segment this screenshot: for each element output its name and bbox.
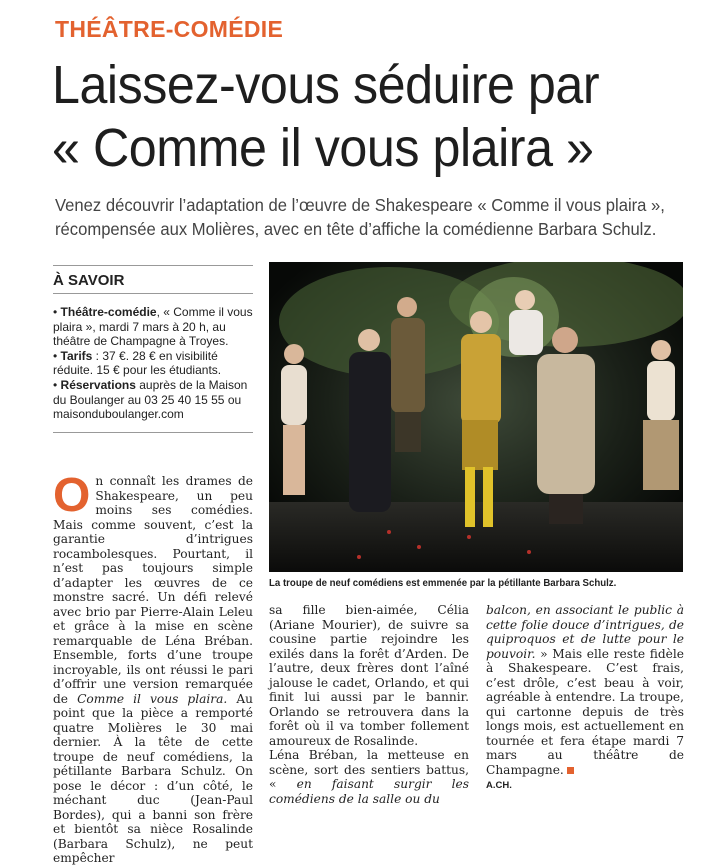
article-text: n connaît les drames de Shakespeare, un peu moins ses comédies. Mais comme souvent, c’est la garantie d’intrigues rocambolesques. Pourtant, il n’est pas toujours simple d’adapter les œuvres de ce monstre sacré. Un défi relevé avec brio par Pierre-Alain Leleu et grâce à la mise en scène remarquable de Léna Bréban. Ensemble, forts d’une troupe incroyable, ils ont réussi le pari d’offrir une version remarquée de — [53, 474, 253, 706]
end-mark-icon — [567, 767, 574, 774]
article-paragraph: Léna Bréban, la metteuse en scène, sort des sentiers battus, « en faisant surgir les comédiens de la salle ou du — [269, 748, 470, 806]
article-paragraph: sa fille bien-aimée, Célia (Ariane Mourier), de suivre sa cousine partie rejoindre les exilés dans la forêt d’Arden. De l’autre, deux frères dont l’aîné jalouse le cadet, Orlando, et qui finit lui aussi par le bannir. Orlando se retrouvera dans la forêt où il va tomber follement amoureux de Rosalinde. — [269, 603, 469, 748]
standfirst — [55, 193, 701, 241]
headline — [52, 54, 666, 180]
author-signature: A.CH. — [486, 780, 512, 791]
savoir-item-label: Tarifs — [60, 348, 93, 363]
savoir-item-text: auprès de la Maison du Boulanger au 03 25 40 15 55 ou maisonduboulanger.com — [53, 377, 248, 422]
article-italic-title: Comme il vous plaira. — [77, 691, 228, 706]
article-text: Au point que la pièce a remporté quatre Molières le 30 mai dernier. À la tête de cette troupe de neuf comédiens, la pétillante Barbara Schulz. On pose le décor : d’un côté, le méchant duc (Jean-Paul Bordes), qui a banni son frère et bientôt sa nièce Rosalinde (Barbara Schulz), ne peut empêcher — [53, 691, 253, 865]
savoir-item: • Théâtre-comédie, « Comme il vous plaira », mardi 7 mars à 20 h, au théâtre de Champagne à Troyes. — [53, 305, 253, 349]
stage-photo — [269, 262, 683, 572]
savoir-title: À SAVOIR — [53, 272, 125, 289]
headline-line-1: Laissez-vous séduire par — [52, 55, 600, 115]
article-quote: en faisant surgir les comédiens de la salle ou du — [269, 777, 470, 806]
standfirst-line-2: récompensée aux Molières, avec en tête d’affiche la comédienne Barbara Schulz. — [55, 219, 657, 239]
savoir-item-text: , « Comme il vous plaira », mardi 7 mars à 20 h, au théâtre de Champagne à Troyes. — [53, 305, 253, 349]
savoir-item: • Réservations auprès de la Maison du Boulanger au 03 25 40 15 55 ou maisonduboulanger.com — [53, 377, 248, 422]
drop-cap: O — [53, 469, 91, 522]
headline-line-2: « Comme il vous plaira » — [52, 118, 594, 178]
stage-photo-illustration — [269, 262, 683, 572]
article-text: » Mais elle reste fidèle à Shakespeare. C’est frais, c’est drôle, c’est beau à voir, agréable à entendre. La troupe, qui cartonne depuis de très longs mois, est actuellement en tournée et fera étape mardi 7 mars au théâtre de Champagne. — [486, 646, 684, 777]
savoir-bottom-rule — [53, 432, 253, 433]
savoir-item: • Tarifs : 37 €. 28 € en visibilité réduite. 15 € pour les étudiants. — [53, 348, 222, 378]
section-kicker: THÉÂTRE-COMÉDIE — [55, 16, 284, 42]
photo-caption: La troupe de neuf comédiens est emmenée par la pétillante Barbara Schulz. — [269, 577, 617, 589]
savoir-item-label: Réservations — [60, 377, 136, 392]
article-column-3 — [486, 603, 684, 794]
article-column-1 — [53, 469, 253, 866]
standfirst-line-1: Venez découvrir l’adaptation de l’œuvre de Shakespeare « Comme il vous plaira », — [55, 195, 665, 215]
savoir-top-rule — [53, 265, 253, 266]
savoir-item-label: Théâtre-comédie — [60, 305, 157, 319]
savoir-item-text: : 37 €. 28 € en visibilité réduite. 15 € pour les étudiants. — [53, 348, 222, 378]
article-column-2 — [269, 603, 469, 806]
savoir-box — [53, 305, 253, 422]
article-quote: balcon, en associant le public à cette folie douce d’intrigues, de quiproquos et de lutte pour le pouvoir. — [486, 603, 684, 661]
savoir-title-rule — [53, 293, 253, 294]
